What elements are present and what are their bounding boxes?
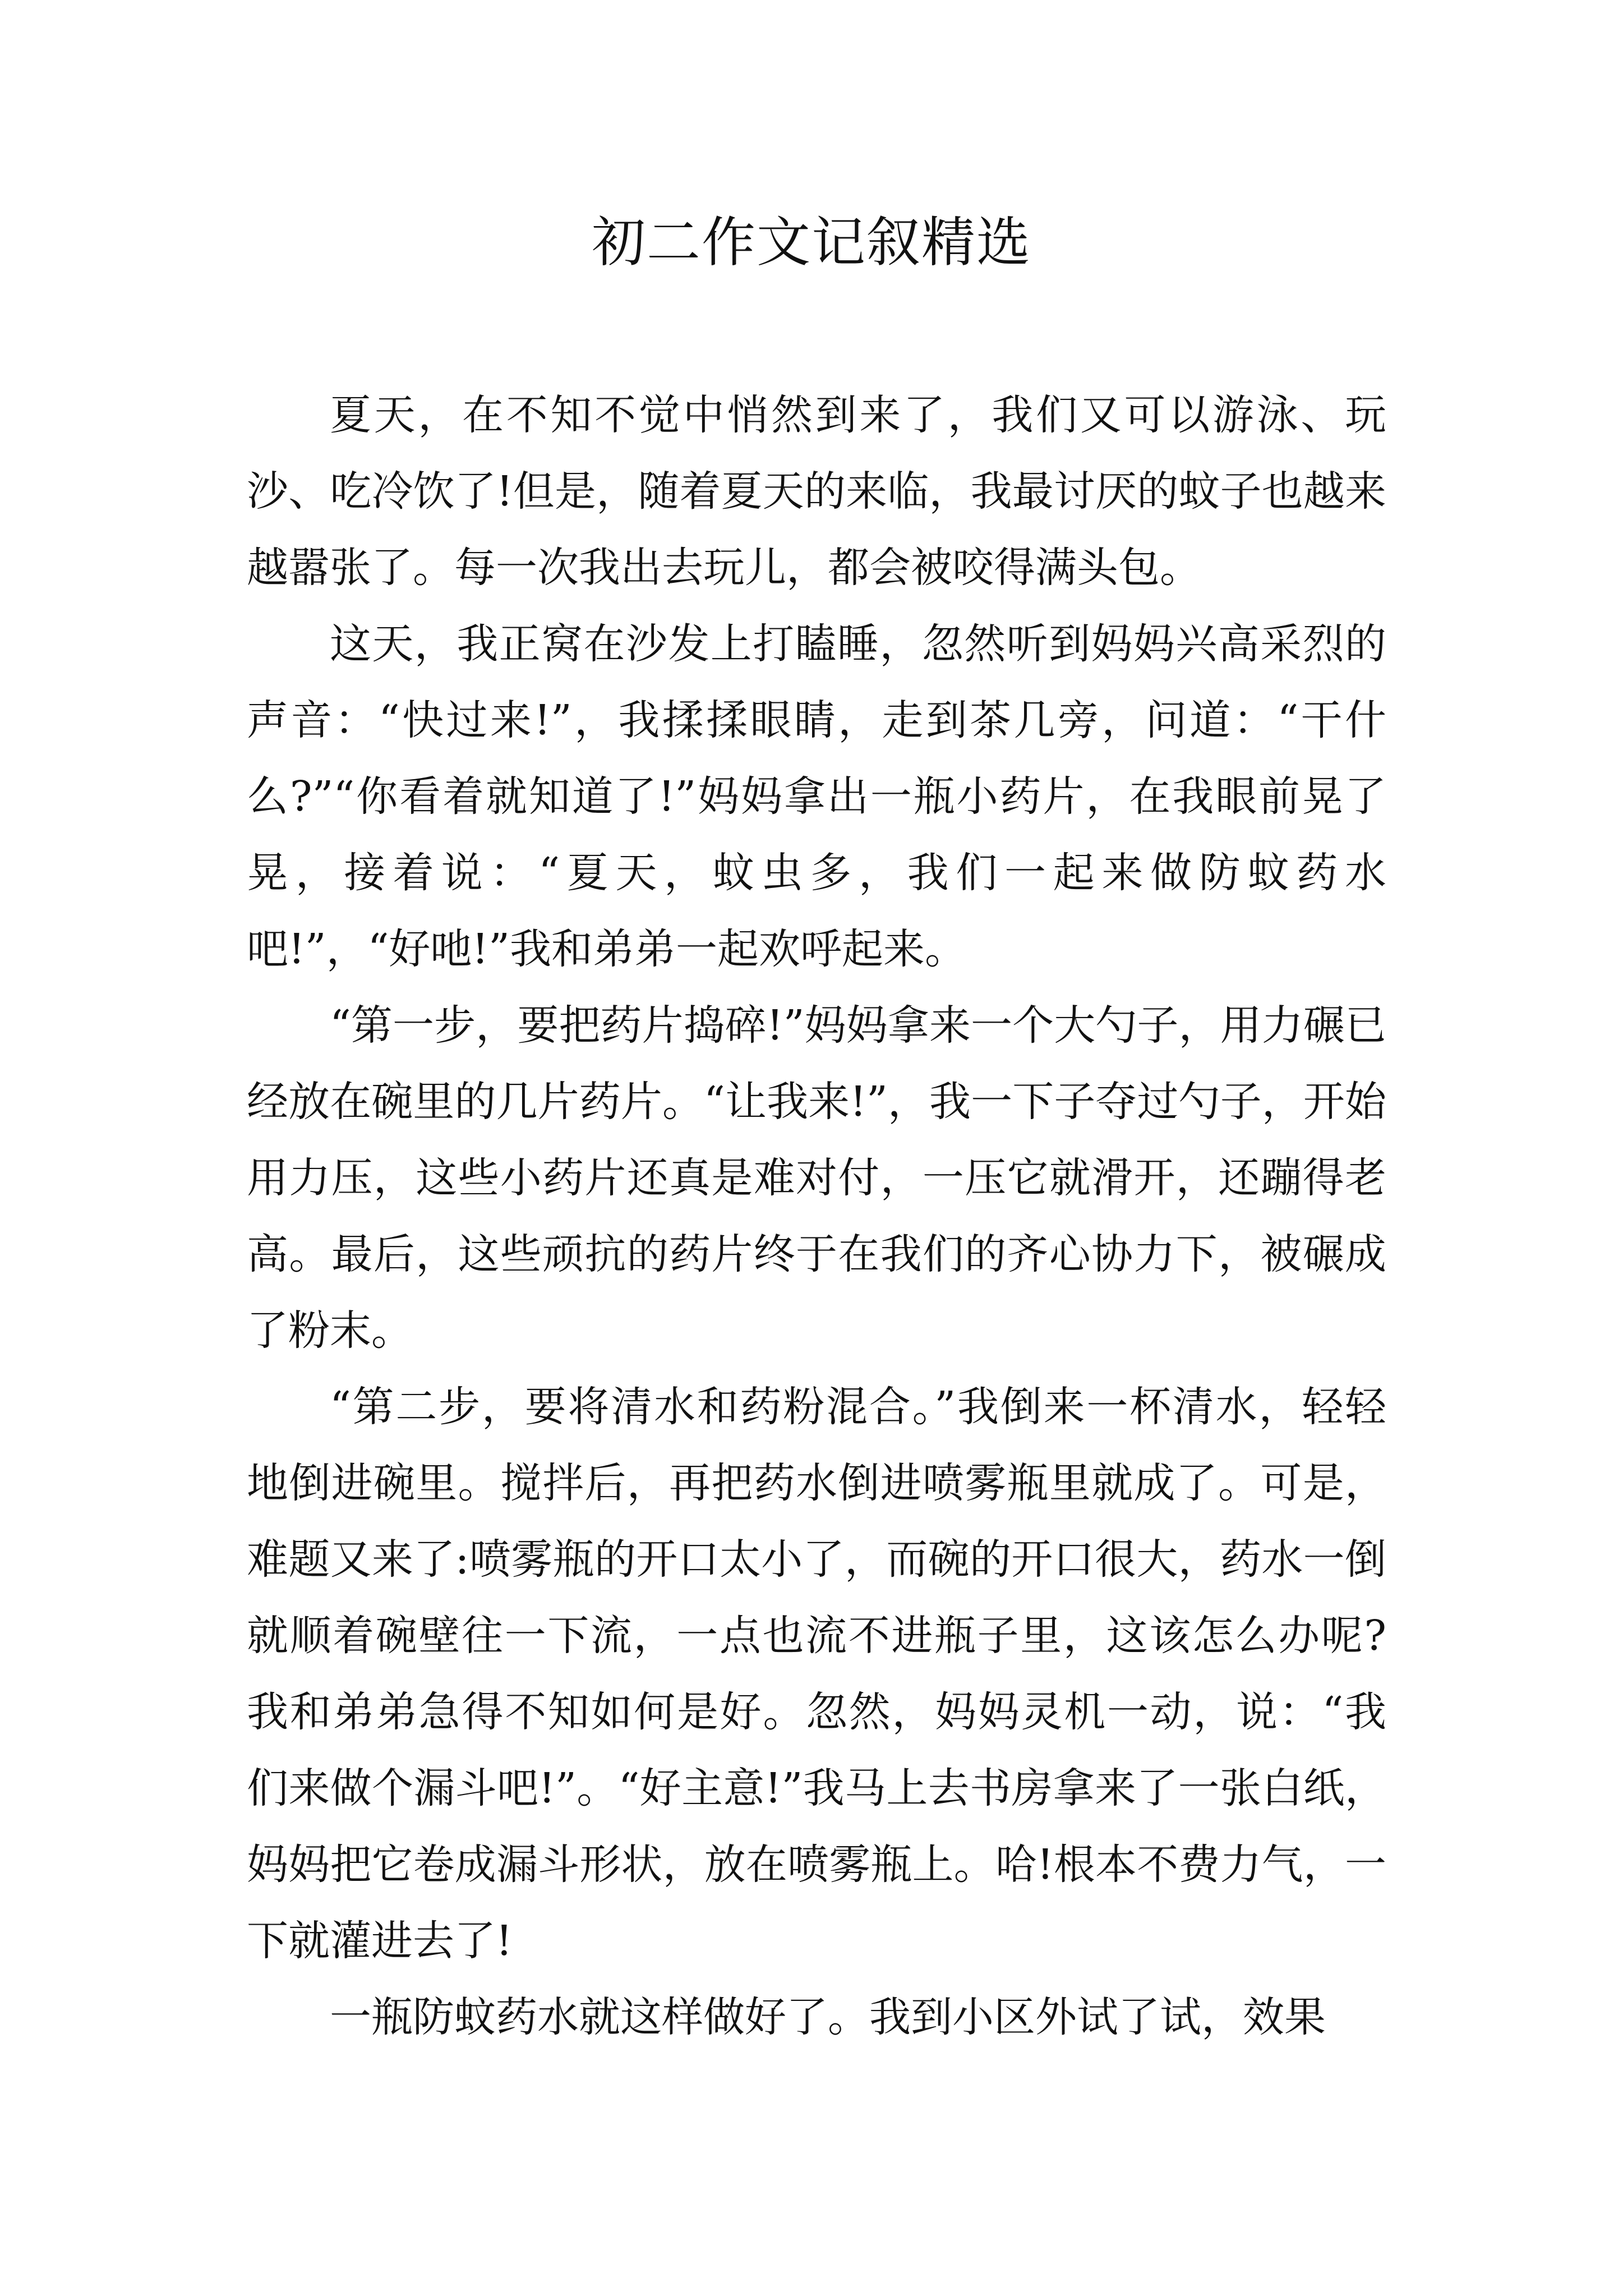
paragraph-1: 夏天，在不知不觉中悄然到来了，我们又可以游泳、玩沙、吃冷饮了!但是，随着夏天的来临，我最讨厌的蚊子也越来越嚣张了。每一次我出去玩儿，都会被咬得满头包。 [247, 391, 1386, 592]
paragraph-5: 一瓶防蚊药水就这样做好了。我到小区外试了试，效果 [330, 1993, 1326, 2041]
paragraph-4: “第二步，要将清水和药粉混合。”我倒来一杯清水，轻轻地倒进碗里。搅拌后，再把药水倒进喷雾瓶里就成了。可是，难题又来了:喷雾瓶的开口太小了，而碗的开口很大，药水一倒就顺着碗壁往一下流，一点也流不进瓶子里，这该怎么办呢?我和弟弟急得不知如何是好。忽然，妈妈灵机一动，说：“我们来做个漏斗吧!”。“好主意!”我马上去书房拿来了一张白纸，妈妈把它卷成漏斗形状，放在喷雾瓶上。哈!根本不费力气，一下就灌进去了! [247, 1383, 1386, 1965]
paragraph-2: 这天，我正窝在沙发上打瞌睡，忽然听到妈妈兴高采烈的声音：“快过来!”，我揉揉眼睛，走到茶几旁，问道：“干什么?”“你看着就知道了!”妈妈拿出一瓶小药片，在我眼前晃了晃，接着说：“夏天，蚊虫多，我们一起来做防蚊药水吧!”，“好吔!”我和弟弟一起欢呼起来。 [247, 620, 1386, 973]
document-body [247, 377, 1386, 2055]
document-title: 初二作文记叙精选 [592, 211, 1031, 274]
paragraph-3: “第一步，要把药片捣碎!”妈妈拿来一个大勺子，用力碾已经放在碗里的几片药片。“让我来!”，我一下子夺过勺子，开始用力压，这些小药片还真是难对付，一压它就滑开，还蹦得老高。最后，这些顽抗的药片终于在我们的齐心协力下，被碾成了粉末。 [247, 1001, 1386, 1355]
